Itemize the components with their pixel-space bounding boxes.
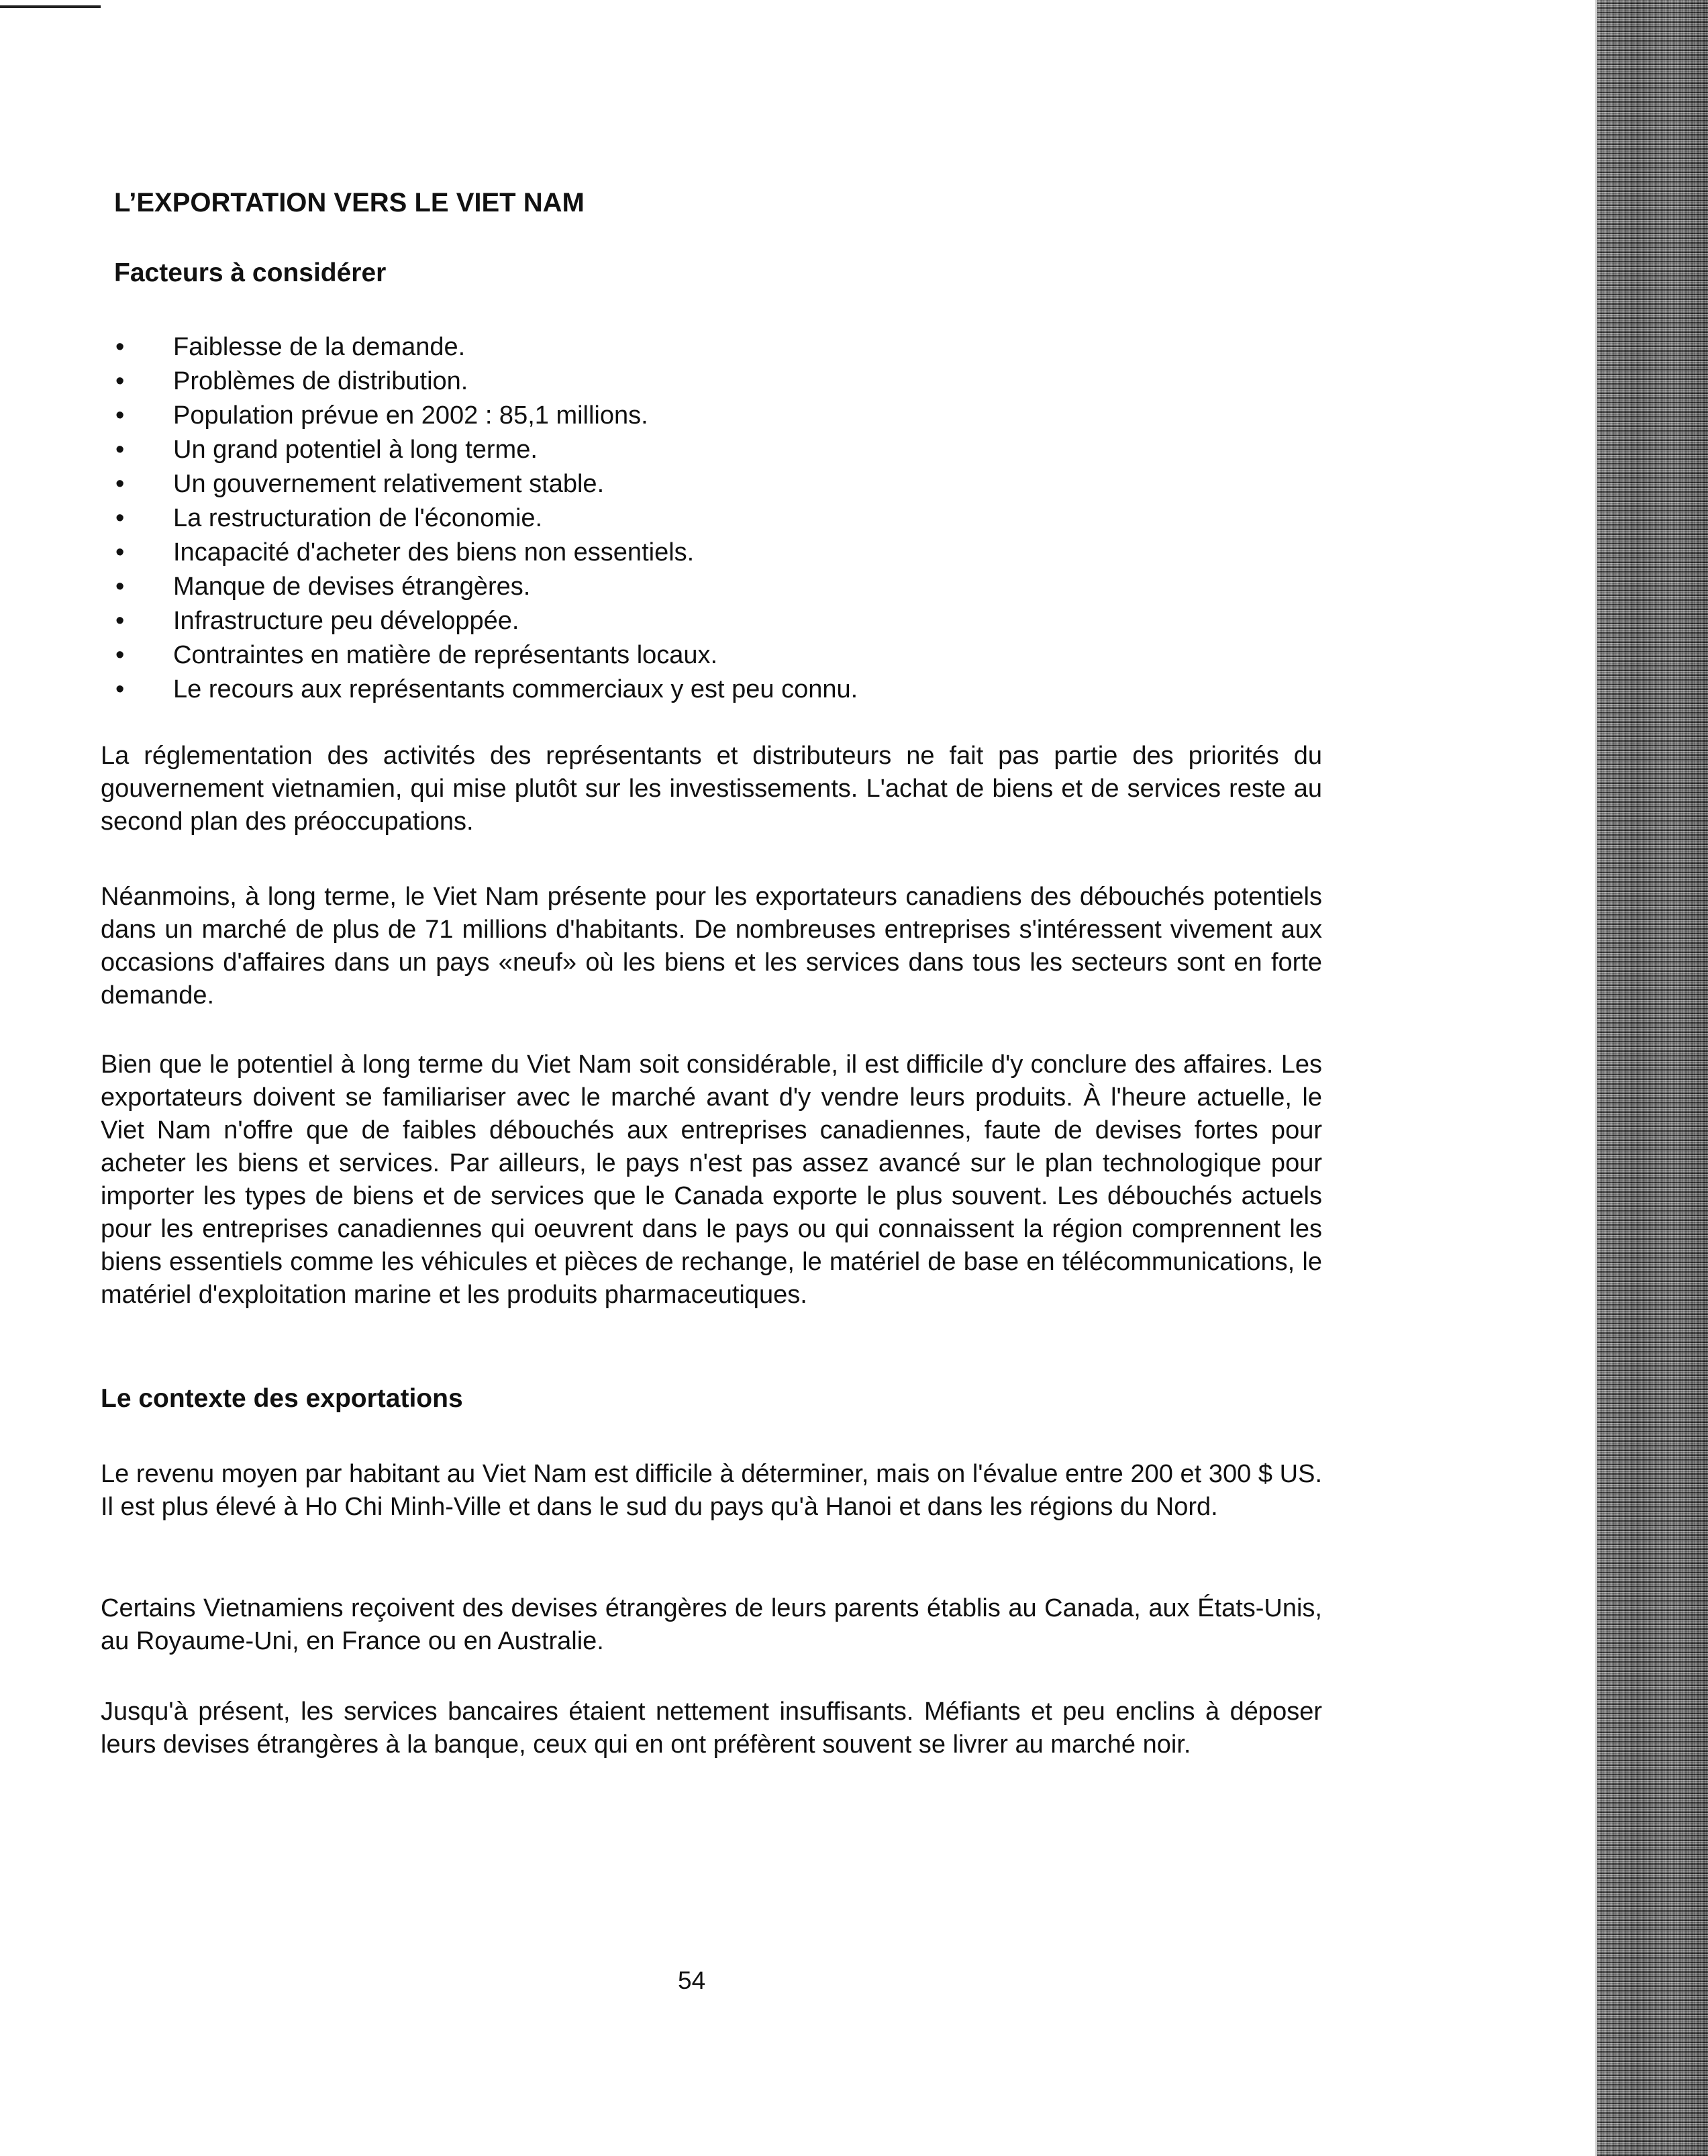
page-title: L’EXPORTATION VERS LE VIET NAM [114,188,585,217]
section-heading-context: Le contexte des exportations [101,1384,463,1413]
paragraph-potential: Bien que le potentiel à long terme du Viet Nam soit considérable, il est difficile d'y conclure des affaires. Les exportateurs doivent se familiariser avec le marché avant d'y vendre leurs produits. À l'heure actuelle, le Viet Nam n'offre que de faibles débouchés aux entreprises canadiennes, faute de devises fortes pour acheter les biens et services. Par ailleurs, le pays n'est pas assez avancé sur le plan technologique pour importer les types de biens et de services que le Canada exporte le plus souvent. Les débouchés actuels pour les entreprises canadiennes qui oeuvrent dans le pays ou qui connaissent la région comprennent les biens essentiels comme les véhicules et pièces de rechange, le matériel de base en télécommunications, le matériel d'exploitation marine et les produits pharmaceutiques. [101,1050,1322,1309]
list-item: • Un gouvernement relativement stable. [101,467,858,501]
list-item: • Manque de devises étrangères. [101,570,858,604]
list-item: • Problèmes de distribution. [101,364,858,399]
list-item: • Contraintes en matière de représentants locaux. [101,638,858,673]
list-item: • Infrastructure peu développée. [101,604,858,638]
paragraph-income: Le revenu moyen par habitant au Viet Nam est difficile à déterminer, mais on l'évalue entre 200 et 300 $ US. Il est plus élevé à Ho Chi Minh-Ville et dans le sud du pays qu'à Hanoi et dans les régions du Nord. [101,1460,1322,1521]
list-item: • Incapacité d'acheter des biens non essentiels. [101,536,858,570]
list-item: • Un grand potentiel à long terme. [101,433,858,467]
section-heading-factors: Facteurs à considérer [114,258,387,287]
list-item: • La restructuration de l'économie. [101,501,858,536]
paragraph-remittances: Certains Vietnamiens reçoivent des devises étrangères de leurs parents établis au Canada, aux États-Unis, au Royaume-Uni, en France ou en Australie. [101,1594,1322,1655]
list-item: • Le recours aux représentants commerciaux y est peu connu. [101,673,858,707]
paragraph-regulation: La réglementation des activités des représentants et distributeurs ne fait pas partie des priorités du gouvernement vietnamien, qui mise plutôt sur les investissements. L'achat de biens et de services reste au second plan des préoccupations. [101,742,1322,836]
list-item: • Population prévue en 2002 : 85,1 millions. [101,399,858,433]
list-item: • Faiblesse de la demande. [101,330,858,364]
factors-list [101,330,858,707]
top-rule [0,5,101,8]
paragraph-long-term: Néanmoins, à long terme, le Viet Nam présente pour les exportateurs canadiens des débouchés potentiels dans un marché de plus de 71 millions d'habitants. De nombreuses entreprises s'intéressent vivement aux occasions d'affaires dans un pays «neuf» où les biens et les services dans tous les secteurs sont en forte demande. [101,883,1322,1010]
page-number: 54 [678,1967,706,1994]
scan-edge [1595,0,1708,2156]
paragraph-banking: Jusqu'à présent, les services bancaires étaient nettement insuffisants. Méfiants et peu enclins à déposer leurs devises étrangères à la banque, ceux qui en ont préfèrent souvent se livrer au marché noir. [101,1698,1322,1759]
